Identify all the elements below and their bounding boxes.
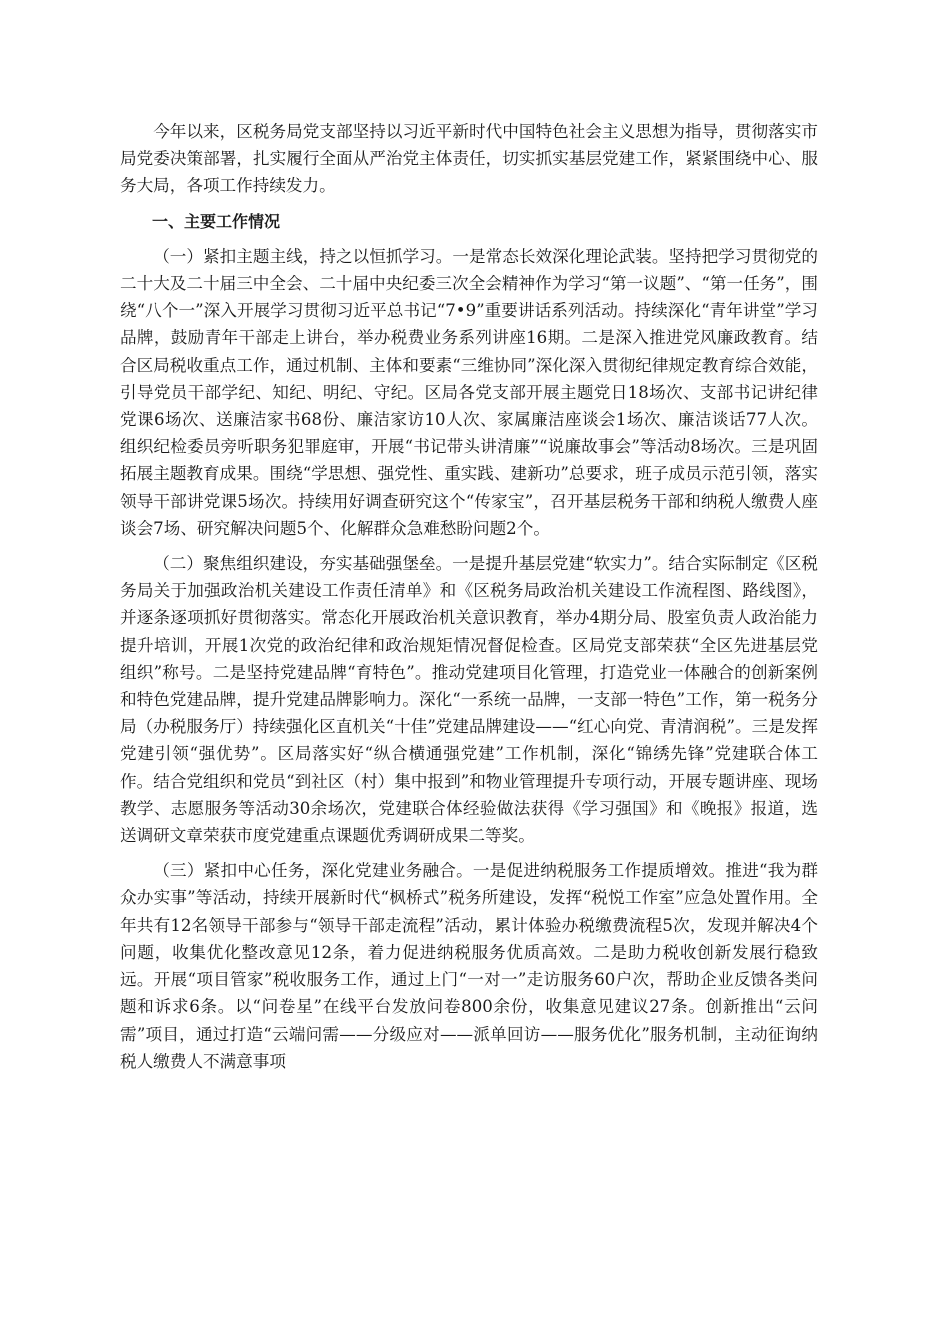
paragraph-study: （一）紧扣主题主线，持之以恒抓学习。一是常态长效深化理论武装。坚持把学习贯彻党的二十大及二十届三中全会、二十届中央纪委三次全会精神作为学习“第一议题”、“第一任务”，围绕“八个一”深入开展学习贯彻习近平总书记“7•9”重要讲话系列活动。持续深化“青年讲堂”学习品牌，鼓励青年干部走上讲台，举办税费业务系列讲座16期。二是深入推进党风廉政教育。结合区局税收重点工作，通过机制、主体和要素“三维协同”深化深入贯彻纪律规定教育综合效能，引导党员干部学纪、知纪、明纪、守纪。区局各党支部开展主题党日18场次、支部书记讲纪律党课6场次、送廉洁家书68份、廉洁家访10人次、家属廉洁座谈会1场次、廉洁谈话77人次。组织纪检委员旁听职务犯罪庭审，开展“书记带头讲清廉”“说廉故事会”等活动8场次。三是巩固拓展主题教育成果。围绕“学思想、强党性、重实践、建新功”总要求，班子成员示范引领，落实领导干部讲党课5场次。持续用好调查研究这个“传家宝”，召开基层税务干部和纳税人缴费人座谈会7场、研究解决问题5个、化解群众急难愁盼问题2个。	[120, 246, 818, 538]
section-heading-main-work: 一、主要工作情况	[152, 211, 281, 231]
paragraph-central-tasks: （三）紧扣中心任务，深化党建业务融合。一是促进纳税服务工作提质增效。推进“我为群众办实事”等活动，持续开展新时代“枫桥式”税务所建设，发挥“税悦工作室”应急处置作用。全年共有12名领导干部参与“领导干部走流程”活动，累计体验办税缴费流程5次，发现并解决4个问题，收集优化整改意见12条，着力促进纳税服务优质高效。二是助力税收创新发展行稳致远。开展“项目管家”税收服务工作，通过上门“一对一”走访服务60户次，帮助企业反馈各类问题和诉求6条。以“问卷星”在线平台发放问卷800余份，收集意见建议27条。创新推出“云问需”项目，通过打造“云端问需——分级应对——派单回访——服务优化”服务机制，主动征询纳税人缴费人不满意事项	[120, 861, 818, 1071]
document-page	[120, 118, 818, 1083]
intro-paragraph: 今年以来，区税务局党支部坚持以习近平新时代中国特色社会主义思想为指导，贯彻落实市局党委决策部署，扎实履行全面从严治党主体责任，切实抓实基层党建工作，紧紧围绕中心、服务大局，各项工作持续发力。	[120, 122, 818, 196]
paragraph-organization: （二）聚焦组织建设，夯实基础强堡垒。一是提升基层党建“软实力”。结合实际制定《区税务局关于加强政治机关建设工作责任清单》和《区税务局政治机关建设工作流程图、路线图》，并逐条逐项抓好贯彻落实。常态化开展政治机关意识教育，举办4期分局、股室负责人政治能力提升培训，开展1次党的政治纪律和政治规矩情况督促检查。区局党支部荣获“全区先进基层党组织”称号。二是坚持党建品牌“育特色”。推动党建项目化管理，打造党业一体融合的创新案例和特色党建品牌，提升党建品牌影响力。深化“一系统一品牌，一支部一特色”工作，第一税务分局（办税服务厅）持续强化区直机关“十佳”党建品牌建设——“红心向党、青清润税”。三是发挥党建引领“强优势”。区局落实好“纵合横通强党建”工作机制，深化“锦绣先锋”党建联合体工作。结合党组织和党员“到社区（村）集中报到”和物业管理提升专项行动，开展专题讲座、现场教学、志愿服务等活动30余场次，党建联合体经验做法获得《学习强国》和《晚报》报道，选送调研文章荣获市度党建重点课题优秀调研成果二等奖。	[120, 554, 818, 846]
